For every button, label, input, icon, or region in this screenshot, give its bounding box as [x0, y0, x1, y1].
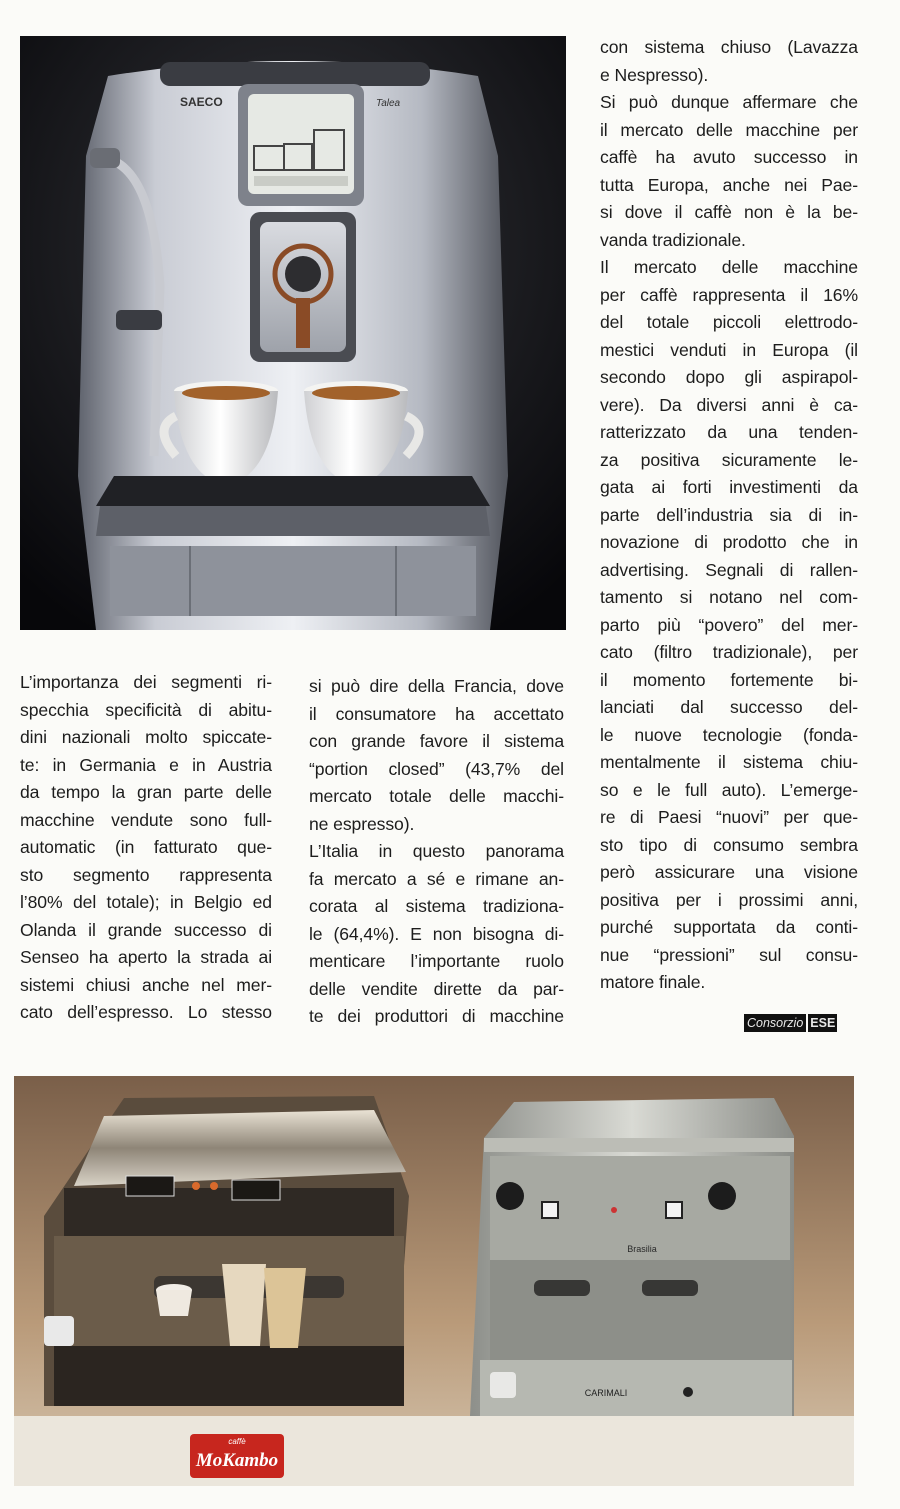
- text-line: cato (filtro tradizionale), per: [600, 642, 858, 662]
- text-line: ratterizzato da una tenden-: [600, 422, 858, 442]
- credit-consorzio: Consorzio: [744, 1014, 806, 1032]
- text-line: mentalmente il sistema chiu-: [600, 752, 858, 772]
- svg-text:CARIMALI: CARIMALI: [584, 1388, 628, 1398]
- photo-espresso-machine: [20, 36, 566, 630]
- text-line: sistemi chiusi anche nel mer-: [20, 974, 272, 995]
- paragraph-2: [309, 673, 564, 838]
- paragraph-3: [309, 838, 564, 1031]
- text-line: menticare l’importante ruolo: [309, 951, 564, 971]
- text-line: le (64,4%). E non bisogna di-: [309, 923, 564, 944]
- text-line: lanciati dal successo del-: [600, 697, 858, 717]
- article-column-3: [600, 34, 858, 997]
- text-line: vanda tradizionale.: [600, 229, 746, 250]
- text-line: gata ai forti investimenti da: [600, 477, 858, 497]
- text-line: si può dire della Francia, dove: [309, 676, 564, 696]
- text-line: però assicurare una visione: [600, 862, 858, 882]
- text-line: purché supportata da conti-: [600, 917, 858, 937]
- photo-credit: [744, 1014, 837, 1032]
- text-line: za positiva sicuramente le-: [600, 449, 858, 470]
- text-line: secondo dopo gli aspirapol-: [600, 367, 858, 387]
- text-line: cato dell’espresso. Lo stesso: [20, 1002, 272, 1022]
- text-line: Olanda il grande successo di: [20, 919, 272, 940]
- text-line: con grande favore il sistema: [309, 731, 564, 751]
- text-line: “portion closed” (43,7% del: [309, 758, 564, 779]
- paragraph-1: [20, 669, 272, 1027]
- text-line: macchine vendute sono full-: [20, 809, 272, 830]
- text-line: so e le full auto). L’emerge-: [600, 779, 858, 800]
- article-column-1: [20, 669, 272, 1027]
- text-line: parte dell’industria sia di in-: [600, 504, 858, 525]
- text-line: le nuove tecnologie (fonda-: [600, 724, 858, 745]
- text-line: tutta Europa, anche nei Pae-: [600, 174, 858, 195]
- text-line: l’80% del totale); in Belgio ed: [20, 892, 272, 912]
- text-line: il momento fortemente bi-: [600, 669, 858, 690]
- text-line: ne espresso).: [309, 813, 415, 834]
- text-line: dini nazionali molto spiccate-: [20, 727, 272, 747]
- text-line: per caffè rappresenta il 16%: [600, 284, 858, 305]
- text-line: sto segmento rappresenta: [20, 864, 272, 885]
- text-line: mercato totale delle macchi-: [309, 786, 564, 806]
- text-line: Il mercato delle macchine: [600, 257, 858, 277]
- text-line: si dove il caffè non è la be-: [600, 202, 858, 222]
- text-line: e Nespresso).: [600, 64, 709, 85]
- svg-text:SAECO: SAECO: [180, 95, 223, 109]
- text-line: re di Paesi “nuovi” per que-: [600, 807, 858, 827]
- text-line: del totale piccoli elettrodo-: [600, 312, 858, 332]
- text-line: da tempo la gran parte delle: [20, 782, 272, 802]
- text-line: con sistema chiuso (Lavazza: [600, 37, 858, 57]
- photo-professional-machines: [14, 1076, 854, 1486]
- text-line: il mercato delle macchine per: [600, 119, 858, 140]
- text-line: L’importanza dei segmenti ri-: [20, 672, 272, 692]
- paragraph-4: [600, 34, 858, 89]
- svg-text:Talea: Talea: [376, 98, 401, 109]
- text-line: automatic (in fatturato que-: [20, 837, 272, 857]
- text-line: fa mercato a sé e rimane an-: [309, 868, 564, 889]
- text-line: tamento si notano nel com-: [600, 587, 858, 607]
- text-line: Senseo ha aperto la strada ai: [20, 947, 272, 967]
- text-line: specchia specificità di abitu-: [20, 699, 272, 720]
- text-line: te: in Germania e in Austria: [20, 754, 272, 775]
- text-line: Si può dunque affermare che: [600, 92, 858, 112]
- text-line: corata al sistema tradiziona-: [309, 896, 564, 916]
- svg-text:MoKambo: MoKambo: [195, 1450, 279, 1471]
- text-line: sto tipo di consumo sembra: [600, 834, 858, 855]
- text-line: te dei produttori di macchine: [309, 1006, 564, 1026]
- text-line: positiva per i prossimi anni,: [600, 889, 858, 910]
- text-line: nue “pressioni” sul consu-: [600, 944, 858, 965]
- text-line: mestici venduti in Europa (il: [600, 339, 858, 360]
- text-line: il consumatore ha accettato: [309, 703, 564, 724]
- svg-text:Brasilia: Brasilia: [627, 1244, 657, 1254]
- credit-ese: ESE: [810, 1016, 836, 1030]
- text-line: advertising. Segnali di rallen-: [600, 559, 858, 580]
- text-line: L’Italia in questo panorama: [309, 841, 564, 861]
- text-line: vere). Da diversi anni è ca-: [600, 394, 858, 415]
- text-line: delle vendite dirette da par-: [309, 978, 564, 999]
- text-line: parto più “povero” del mer-: [600, 614, 858, 635]
- svg-text:caffè: caffè: [228, 1437, 246, 1446]
- text-line: novazione di prodotto che in: [600, 532, 858, 552]
- paragraph-6: [600, 254, 858, 997]
- text-line: matore finale.: [600, 972, 706, 992]
- text-line: caffè ha avuto successo in: [600, 147, 858, 167]
- paragraph-5: [600, 89, 858, 254]
- article-column-2: [309, 673, 564, 1031]
